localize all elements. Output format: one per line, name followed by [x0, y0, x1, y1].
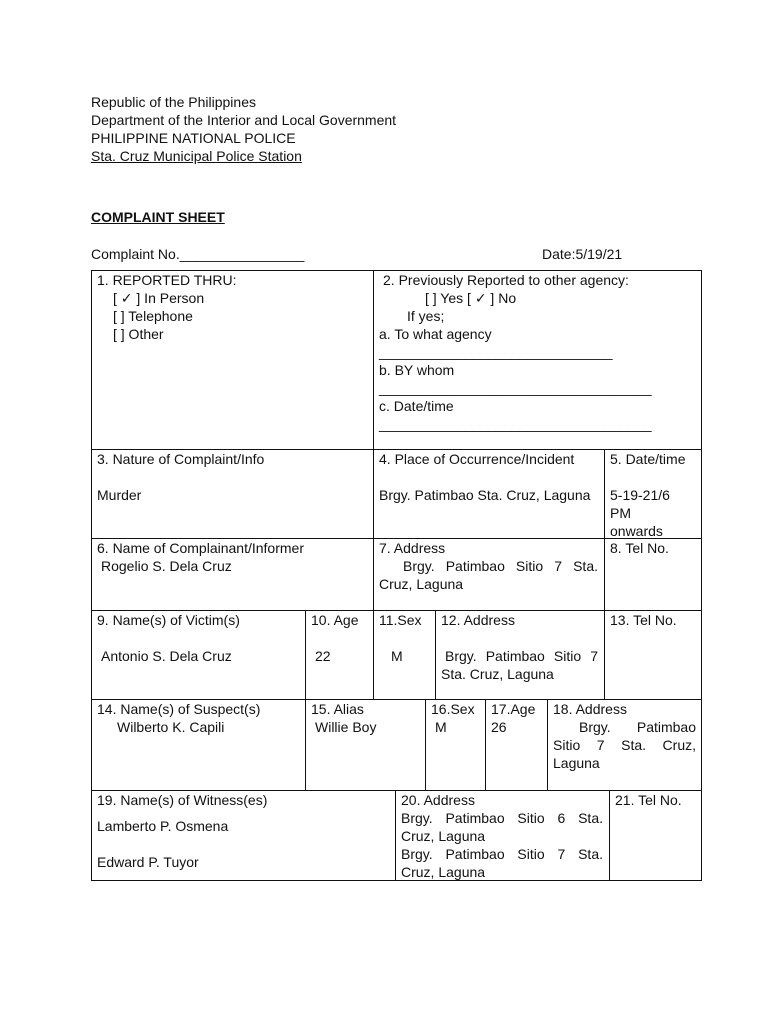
victim-sex-cell — [373, 611, 435, 665]
complainant-label: 6. Name of Complainant/Informer — [97, 540, 304, 556]
witness-address-label: 20. Address — [401, 792, 475, 808]
nature-complaint-label: 3. Nature of Complaint/Info — [97, 451, 265, 467]
complainant-address-cell — [373, 539, 604, 593]
witness-tel-label: 21. Tel No. — [615, 792, 682, 808]
victim-label: 9. Name(s) of Victim(s) — [97, 612, 240, 628]
victim-age-label: 10. Age — [311, 612, 359, 628]
suspect-age-cell — [485, 700, 547, 736]
date-time-value-1: 5-19-21/6 — [610, 487, 670, 503]
suspect-address-label: 18. Address — [553, 701, 627, 717]
by-whom-blank[interactable]: ___________________________________ — [379, 380, 652, 396]
place-occurrence-cell — [373, 450, 604, 504]
witness-address-cell — [395, 791, 609, 881]
victim-tel-cell — [604, 611, 702, 629]
header-station: Sta. Cruz Municipal Police Station — [91, 148, 302, 164]
complainant-address-value: Brgy. Patimbao Sitio 7 Sta. Cruz, Laguna — [379, 558, 598, 592]
date-time-label: c. Date/time — [379, 398, 454, 414]
option-telephone[interactable]: [ ] Telephone — [113, 308, 193, 324]
suspect-cell — [91, 700, 305, 736]
victim-sex-label: 11.Sex — [379, 612, 422, 628]
witness-tel-cell — [609, 791, 702, 809]
victim-age-cell — [305, 611, 373, 665]
suspect-sex-label: 16.Sex — [431, 701, 475, 717]
complaint-no-row — [91, 245, 304, 263]
witness-1: Lamberto P. Osmena — [97, 818, 229, 834]
header-pnp: PHILIPPINE NATIONAL POLICE — [91, 130, 296, 146]
complainant-value: Rogelio S. Dela Cruz — [101, 558, 232, 574]
complainant-tel-label: 8. Tel No. — [610, 540, 669, 556]
victim-tel-label: 13. Tel No. — [610, 612, 677, 628]
previously-reported-cell — [373, 271, 702, 433]
alias-value: Willie Boy — [315, 719, 377, 735]
witness-2-address: Brgy. Patimbao Sitio 7 Sta. Cruz, Laguna — [401, 846, 603, 880]
agency-blank[interactable]: ______________________________ — [379, 344, 613, 360]
yes-no-options[interactable]: [ ] Yes [ ✓ ] No — [425, 290, 517, 306]
suspect-address-cell — [547, 700, 702, 772]
complainant-address-label: 7. Address — [379, 540, 446, 556]
victim-address-label: 12. Address — [441, 612, 515, 628]
reported-thru-label: 1. REPORTED THRU: — [97, 272, 237, 288]
victim-value: Antonio S. Dela Cruz — [101, 648, 232, 664]
victim-age-value: 22 — [315, 648, 331, 664]
suspect-value: Wilberto K. Capili — [117, 719, 225, 735]
agency-label: a. To what agency — [379, 326, 492, 342]
alias-label: 15. Alias — [311, 701, 364, 717]
suspect-sex-value: M — [435, 719, 447, 735]
witness-1-address: Brgy. Patimbao Sitio 6 Sta. Cruz, Laguna — [401, 810, 603, 844]
witness-cell — [91, 791, 395, 871]
date-time-cell — [604, 450, 702, 540]
date-time-value-2: PM — [610, 505, 631, 521]
table-border-left — [91, 270, 92, 881]
option-other[interactable]: [ ] Other — [113, 326, 164, 342]
page-title: COMPLAINT SHEET — [91, 209, 225, 225]
complaint-no-blank[interactable]: ________________ — [179, 246, 305, 262]
victim-address-value: Brgy. Patimbao Sitio 7 Sta. Cruz, Laguna — [441, 648, 598, 682]
suspect-label: 14. Name(s) of Suspect(s) — [97, 701, 261, 717]
suspect-sex-cell — [425, 700, 485, 736]
date-time-label-5: 5. Date/time — [610, 451, 686, 467]
nature-complaint-value: Murder — [97, 487, 142, 503]
if-yes-label: If yes; — [407, 308, 445, 324]
witness-2: Edward P. Tuyor — [97, 854, 199, 870]
witness-label: 19. Name(s) of Witness(es) — [97, 792, 268, 808]
place-occurrence-value: Brgy. Patimbao Sta. Cruz, Laguna — [379, 487, 591, 503]
by-whom-label: b. BY whom — [379, 362, 455, 378]
suspect-age-value: 26 — [491, 719, 507, 735]
place-occurrence-label: 4. Place of Occurrence/Incident — [379, 451, 575, 467]
victim-sex-value: M — [391, 648, 403, 664]
complainant-tel-cell — [604, 539, 702, 557]
complaint-no-label: Complaint No. — [91, 246, 180, 262]
date-time-value-3: onwards — [610, 523, 663, 539]
previously-reported-label: 2. Previously Reported to other agency: — [383, 272, 629, 288]
complainant-cell — [91, 539, 373, 575]
victim-cell — [91, 611, 305, 665]
option-in-person[interactable]: [ ✓ ] In Person — [113, 290, 205, 306]
header-department: Department of the Interior and Local Government — [91, 112, 397, 128]
suspect-age-label: 17.Age — [491, 701, 536, 717]
date-time-blank[interactable]: ___________________________________ — [379, 416, 652, 432]
nature-complaint-cell — [91, 450, 373, 504]
header-republic: Republic of the Philippines — [91, 94, 256, 110]
alias-cell — [305, 700, 425, 736]
complaint-date: Date:5/19/21 — [542, 246, 623, 262]
victim-address-cell — [435, 611, 604, 683]
reported-thru-cell — [91, 271, 373, 343]
suspect-address-value: Brgy. Patimbao Sitio 7 Sta. Cruz, Laguna — [553, 719, 696, 771]
